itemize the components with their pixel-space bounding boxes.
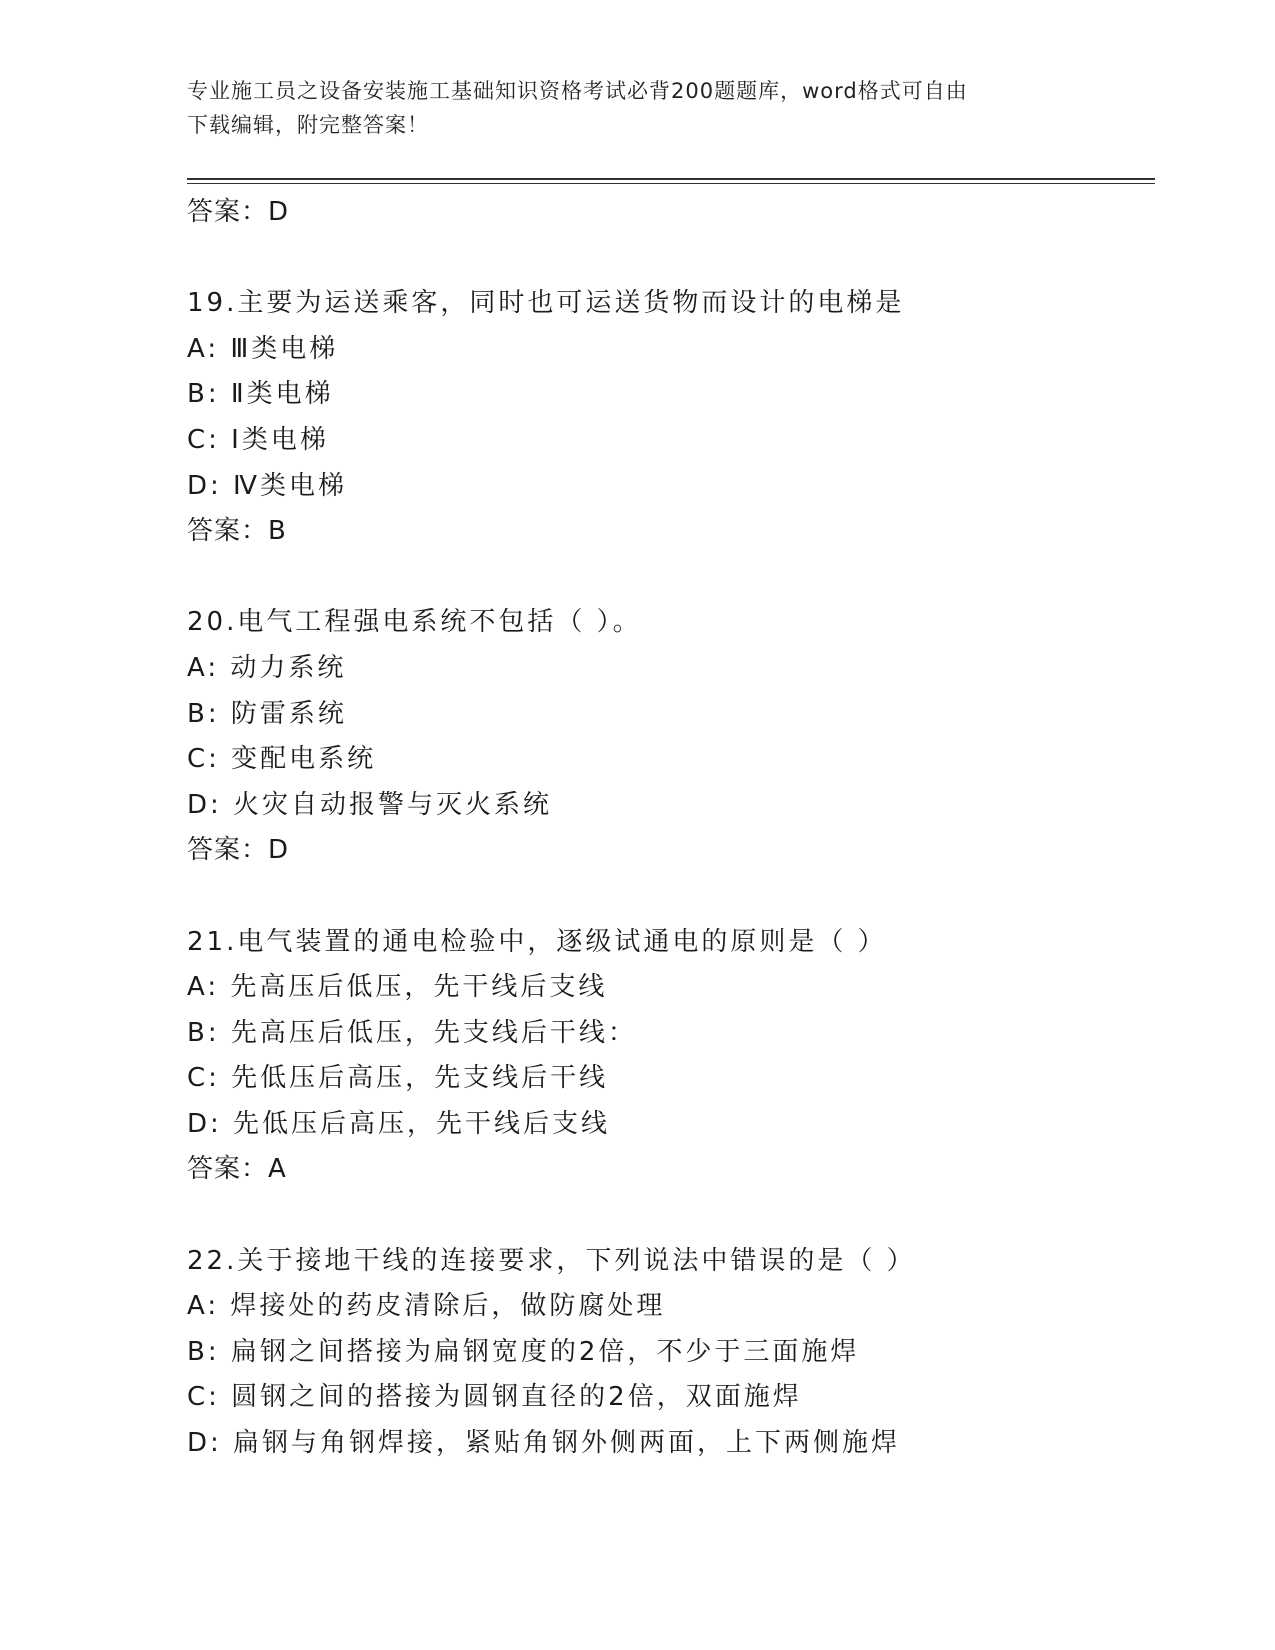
previous-answer: 答案：D [187, 197, 290, 227]
option-c: C: 先低压后高压，先支线后干线 [187, 1063, 609, 1094]
question-19 [187, 281, 1147, 555]
question-stem: 20.电气工程强电系统不包括（ ）。 [187, 607, 642, 638]
answer: 答案：B [187, 516, 287, 547]
spacer [187, 236, 1147, 282]
answer: 答案：D [187, 835, 290, 866]
header-line-2: 下载编辑，附完整答案！ [187, 113, 429, 137]
option-a: A: 先高压后低压，先干线后支线 [187, 972, 608, 1003]
option-b: B: 扁钢之间搭接为扁钢宽度的2倍，不少于三面施焊 [187, 1336, 860, 1367]
option-d: D: 扁钢与角钢焊接，紧贴角钢外侧两面，上下两侧施焊 [187, 1428, 901, 1459]
option-c: C: 圆钢之间的搭接为圆钢直径的2倍，双面施焊 [187, 1382, 802, 1413]
question-stem: 22.关于接地干线的连接要求，下列说法中错误的是（ ） [187, 1245, 916, 1276]
option-b: B: 防雷系统 [187, 698, 347, 729]
header-divider-thin [187, 183, 1155, 184]
option-a: A: 焊接处的药皮清除后，做防腐处理 [187, 1291, 666, 1322]
option-d: D: Ⅳ类电梯 [187, 470, 348, 501]
spacer [187, 874, 1147, 920]
option-c: C: 变配电系统 [187, 744, 377, 775]
option-a: A: 动力系统 [187, 652, 347, 683]
question-21 [187, 920, 1147, 1194]
header-divider-thick [187, 178, 1155, 180]
spacer [187, 1193, 1147, 1239]
answer: 答案：A [187, 1154, 287, 1185]
spacer [187, 555, 1147, 601]
option-b: B: Ⅱ类电梯 [187, 379, 334, 410]
document-header [187, 74, 1067, 142]
question-list [187, 190, 1147, 1467]
question-stem: 21.电气装置的通电检验中，逐级试通电的原则是（ ） [187, 926, 887, 957]
option-c: C: Ⅰ类电梯 [187, 424, 329, 455]
header-line-1: 专业施工员之设备安装施工基础知识资格考试必背200题题库，word格式可自由 [187, 79, 968, 103]
option-b: B: 先高压后低压，先支线后干线： [187, 1017, 637, 1048]
option-d: D: 先低压后高压，先干线后支线 [187, 1108, 611, 1139]
question-20 [187, 600, 1147, 874]
option-a: A: Ⅲ类电梯 [187, 333, 339, 364]
option-d: D: 火灾自动报警与灭火系统 [187, 789, 553, 820]
question-22 [187, 1239, 1147, 1467]
question-stem: 19.主要为运送乘客，同时也可运送货物而设计的电梯是 [187, 288, 905, 319]
